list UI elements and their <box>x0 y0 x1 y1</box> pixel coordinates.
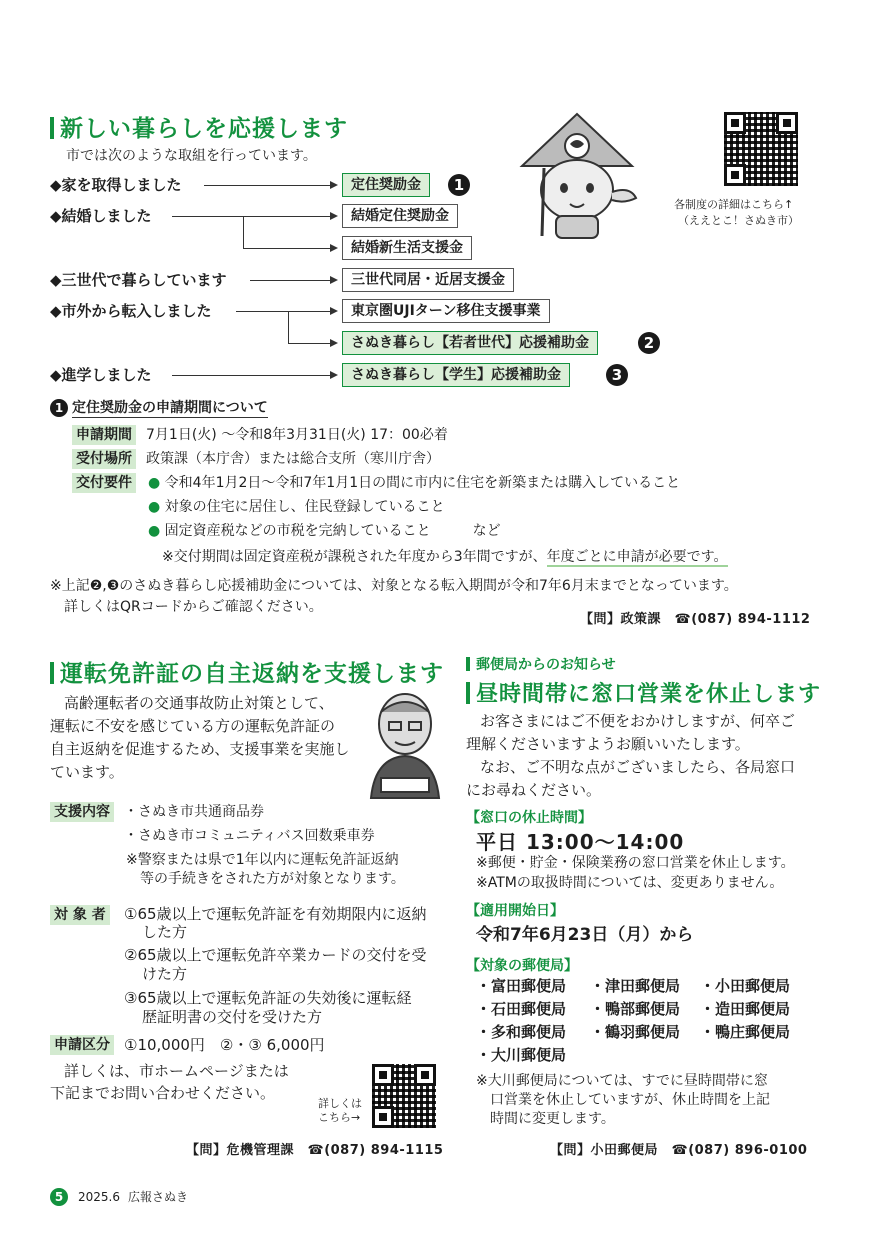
section3-intro: 理解くださいますようお願いいたします。 <box>466 735 750 753</box>
office-item: ・富田郵便局 <box>476 977 567 995</box>
qr-label: こちら→ <box>318 1111 361 1124</box>
office-item: ・鴨部郵便局 <box>590 1000 681 1018</box>
target-item: ①65歳以上で運転免許証を有効期限内に返納 <box>124 905 427 923</box>
box-teiju-shoreikin: 定住奨励金 <box>342 173 430 197</box>
contact-seisaku: 【問】政策課 ☎(087) 894-1112 <box>580 612 811 627</box>
section1-title: 新しい暮らしを応援します <box>50 110 348 143</box>
footer-name: 広報さぬき <box>128 1190 189 1204</box>
tag-target: 対 象 者 <box>50 905 110 925</box>
office-item: ・多和郵便局 <box>476 1023 567 1041</box>
support-item: ・さぬき市コミュニティバス回数乗車券 <box>124 828 375 844</box>
badge-2: 2 <box>638 332 660 354</box>
office-item: ・津田郵便局 <box>590 977 681 995</box>
tag-requirement: 交付要件 <box>72 473 136 493</box>
box-kekkon-shinseikatsu: 結婚新生活支援金 <box>342 236 472 260</box>
tag-support: 支援内容 <box>50 802 114 822</box>
kyushi-time: 平日 13:00～14:00 <box>476 830 685 854</box>
contact-kiki: 【問】危機管理課 ☎(087) 894-1115 <box>186 1143 444 1158</box>
office-item: ・鴨庄郵便局 <box>700 1023 791 1041</box>
tag-place: 受付場所 <box>72 449 136 469</box>
section2-intro: 自主返納を促進するため、支援事業を実施し <box>50 740 350 758</box>
flow-label-tennyu: ◆市外から転入しました <box>50 302 212 320</box>
flow-label-sansedai: ◆三世代で暮らしています <box>50 271 227 289</box>
qr-code[interactable] <box>724 112 798 186</box>
req-note: ※交付期間は固定資産税が課税された年度から3年間ですが、年度ごとに申請が必要です。 <box>162 549 728 565</box>
page-number: 5 <box>50 1188 68 1206</box>
time-note: ※郵便・貯金・保険業務の窓口営業を休止します。 <box>476 855 795 871</box>
class-text: ①10,000円 ②・③ 6,000円 <box>124 1036 325 1054</box>
box-gakusei: さぬき暮らし【学生】応援補助金 <box>342 363 570 387</box>
mascot-illustration <box>512 108 642 243</box>
office-note: 口営業を休止していますが、休止時間を上記 <box>490 1092 770 1108</box>
start-date: 令和7年6月23日（月）から <box>476 925 694 945</box>
tag-period: 申請期間 <box>72 425 136 445</box>
target-item: けた方 <box>142 965 188 983</box>
elderly-man-illustration <box>365 688 445 800</box>
detail-text: 詳しくは、市ホームページまたは <box>64 1062 289 1080</box>
section1-note: ※上記❷,❸のさぬき暮らし応援補助金については、対象となる転入期間が令和7年6月末までとなっています。 <box>50 578 738 594</box>
section3-intro: なお、ご不明な点がございましたら、各局窓口 <box>480 758 796 776</box>
target-item: した方 <box>142 923 188 941</box>
section2-intro: 運転に不安を感じている方の運転免許証の <box>50 717 336 735</box>
box-sansedai: 三世代同居・近居支援金 <box>342 268 514 292</box>
tag-class: 申請区分 <box>50 1035 114 1055</box>
qr-label: 詳しくは <box>318 1097 362 1110</box>
office-item: ・鶴羽郵便局 <box>590 1023 681 1041</box>
sub-title: 定住奨励金の申請期間について <box>72 400 268 416</box>
target-item: 歴証明書の交付を受けた方 <box>142 1008 323 1026</box>
section2-title: 運転免許証の自主返納を支援します <box>50 655 444 688</box>
qr-code-menkyo[interactable] <box>372 1064 436 1128</box>
req-item: ● 対象の住宅に居住し、住民登録していること <box>148 499 445 515</box>
flow-label-shingaku: ◆進学しました <box>50 366 152 384</box>
support-item: ・さぬき市共通商品券 <box>124 804 264 820</box>
badge-1: 1 <box>448 174 470 196</box>
place-text: 政策課（本庁舎）または総合支所（寒川庁舎） <box>146 451 440 467</box>
time-note: ※ATMの取扱時間については、変更ありません。 <box>476 875 784 891</box>
office-item: ・大川郵便局 <box>476 1046 567 1064</box>
office-item: ・造田郵便局 <box>700 1000 791 1018</box>
section3-intro: にお尋ねください。 <box>466 781 602 799</box>
heading-start: 【適用開始日】 <box>466 903 564 919</box>
detail-text: 下記までお問い合わせください。 <box>50 1084 276 1102</box>
heading-kyushi: 【窓口の休止時間】 <box>466 810 592 826</box>
support-note: ※警察または県で1年以内に運転免許証返納 <box>126 852 399 868</box>
section1-intro: 市では次のような取組を行っています。 <box>66 148 317 164</box>
box-wakamono: さぬき暮らし【若者世代】応援補助金 <box>342 331 598 355</box>
section2-intro: 高齢運転者の交通事故防止対策として、 <box>64 694 334 712</box>
box-kekkon-teiju: 結婚定住奨励金 <box>342 204 458 228</box>
support-note: 等の手続きをされた方が対象となります。 <box>140 871 405 887</box>
section2-intro: ています。 <box>50 763 124 781</box>
req-item: ● 固定資産税などの市税を完納していること など <box>148 523 501 539</box>
flow-label-marriage: ◆結婚しました <box>50 207 152 225</box>
period-text: 7月1日(火) ～令和8年3月31日(火) 17：00必着 <box>146 427 448 443</box>
office-note: 時間に変更します。 <box>490 1111 615 1127</box>
sub-badge-1: 1 <box>50 399 68 417</box>
section3-title: 昼時間帯に窓口営業を休止します <box>466 677 821 708</box>
footer-date: 2025.6 <box>78 1190 120 1204</box>
badge-3: 3 <box>606 364 628 386</box>
section3-intro: お客さまにはご不便をおかけしますが、何卒ご <box>480 712 796 730</box>
office-item: ・石田郵便局 <box>476 1000 567 1018</box>
contact-yubinkyoku: 【問】小田郵便局 ☎(087) 896-0100 <box>550 1143 808 1158</box>
flow-label-house: ◆家を取得しました <box>50 176 182 194</box>
office-item: ・小田郵便局 <box>700 977 791 995</box>
target-item: ②65歳以上で運転免許卒業カードの交付を受 <box>124 946 427 964</box>
office-note: ※大川郵便局については、すでに昼時間帯に窓 <box>476 1073 768 1089</box>
req-item: ● 令和4年1月2日～令和7年1月1日の間に市内に住宅を新築または購入していること <box>148 475 681 491</box>
box-tokyoken-uji: 東京圏UJIターン移住支援事業 <box>342 299 550 323</box>
qr-caption-site: （ええとこ！さぬき市） <box>678 214 799 227</box>
qr-caption: 各制度の詳細はこちら↑ <box>674 198 794 211</box>
target-item: ③65歳以上で運転免許証の失効後に運転経 <box>124 989 412 1007</box>
post-kicker: 郵便局からのお知らせ <box>466 656 616 674</box>
section1-note-qr: 詳しくはQRコードからご確認ください。 <box>64 599 323 615</box>
heading-offices: 【対象の郵便局】 <box>466 958 578 974</box>
